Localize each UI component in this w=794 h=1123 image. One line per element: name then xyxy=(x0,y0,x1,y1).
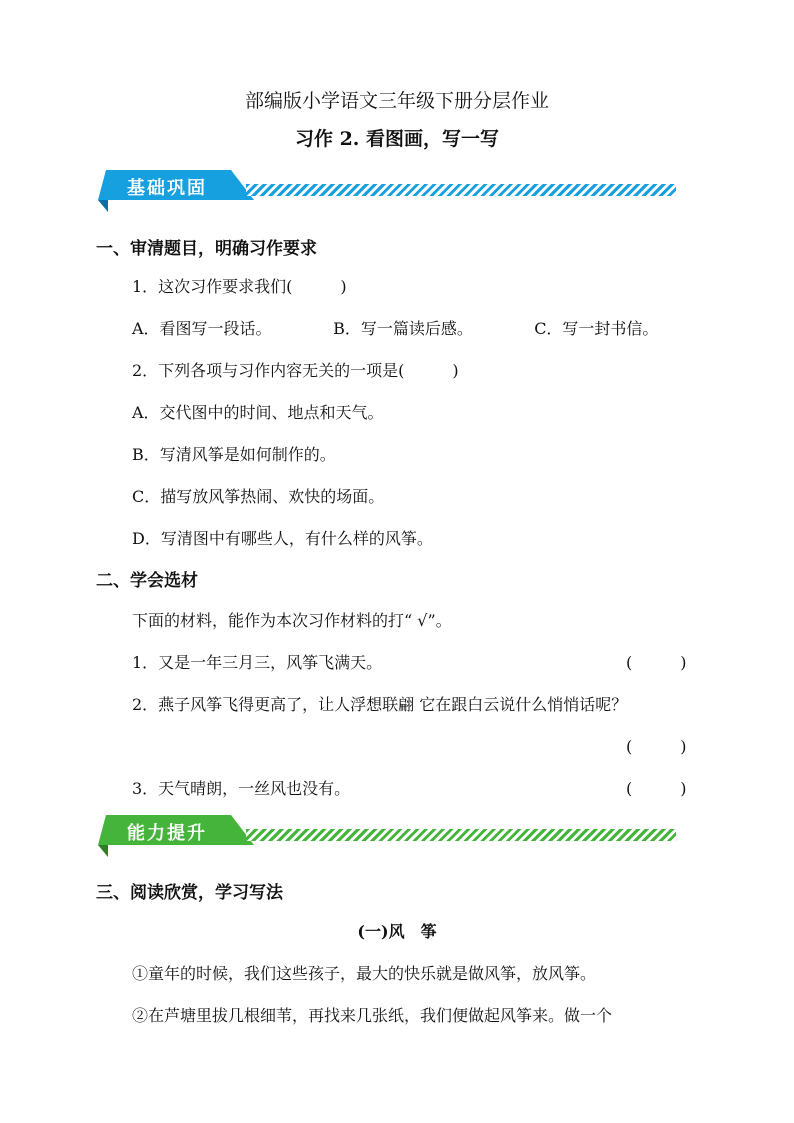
passage-paragraph: ①童年的时候，我们这些孩子，最大的快乐就是做风筝，放风筝。 xyxy=(132,964,597,983)
answer-blank: ( ) xyxy=(626,653,687,672)
page-subtitle: 部编版小学语文三年级下册分层作业 xyxy=(244,90,549,112)
section-heading-2: 二、学会选材 xyxy=(96,571,198,591)
passage-paragraph: ②在芦塘里拔几根细苇，再找来几张纸，我们便做起风筝来。做一个 xyxy=(132,1006,613,1025)
section-2-intro: 下面的材料，能作为本次习作材料的打“ √”。 xyxy=(132,611,452,630)
option-c: C．写一封书信。 xyxy=(534,319,659,338)
list-item: 2．燕子风筝飞得更高了，让人浮想联翩 它在跟白云说什么悄悄话呢？ xyxy=(132,695,628,714)
question-2: 2．下列各项与习作内容无关的一项是( ) xyxy=(132,361,459,380)
banner-stripe xyxy=(246,184,676,196)
section-heading-1: 一、审清题目，明确习作要求 xyxy=(96,239,317,259)
option-a: A．交代图中的时间、地点和天气。 xyxy=(132,403,384,422)
question-1-options xyxy=(132,316,658,339)
section-banner-basic xyxy=(96,170,676,206)
option-b: B．写一篇读后感。 xyxy=(333,319,473,338)
option-d: D．写清图中有哪些人，有什么样的风筝。 xyxy=(132,529,433,548)
banner-label: 能力提升 xyxy=(127,823,207,844)
answer-blank: ( ) xyxy=(626,779,687,798)
option-b: B．写清风筝是如何制作的。 xyxy=(132,445,336,464)
banner-label: 基础巩固 xyxy=(127,178,207,199)
banner-tab xyxy=(96,815,246,851)
answer-blank: ( ) xyxy=(626,737,687,756)
list-item: 1．又是一年三月三，风筝飞满天。 xyxy=(132,653,383,672)
section-heading-3: 三、阅读欣赏，学习写法 xyxy=(96,883,283,903)
section-banner-advanced xyxy=(96,815,676,851)
question-1: 1．这次习作要求我们( ) xyxy=(132,277,347,296)
banner-tab xyxy=(96,170,246,206)
option-c: C．描写放风筝热闹、欢快的场面。 xyxy=(132,487,385,506)
option-a: A．看图写一段话。 xyxy=(132,319,272,338)
passage-title: (一)风 筝 xyxy=(357,922,437,941)
banner-stripe xyxy=(246,829,676,841)
list-item: 3．天气晴朗，一丝风也没有。 xyxy=(132,779,351,798)
page-title: 习作 2. 看图画，写一写 xyxy=(294,128,500,150)
